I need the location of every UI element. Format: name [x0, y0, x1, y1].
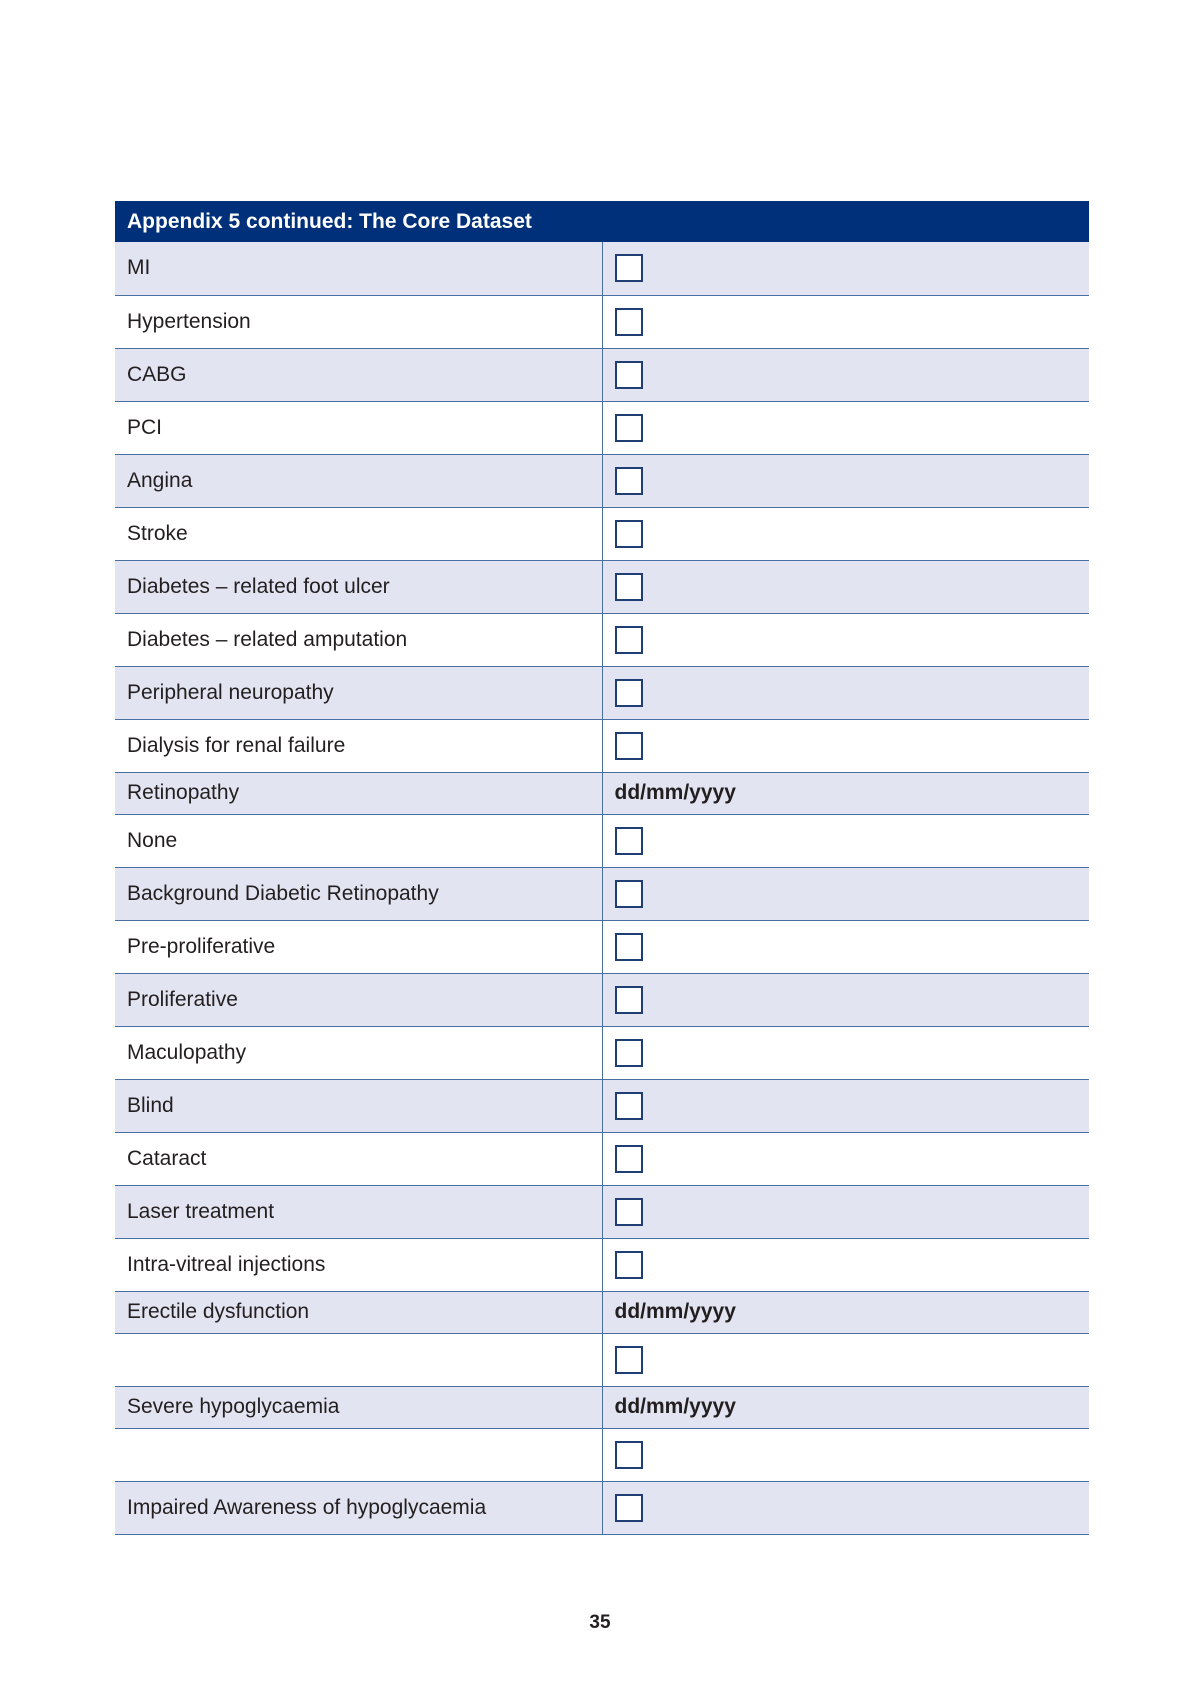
table-row [115, 1238, 1089, 1291]
row-label: CABG [115, 348, 602, 401]
row-label [115, 1333, 602, 1386]
checkbox[interactable] [615, 1039, 643, 1067]
row-label: Peripheral neuropathy [115, 666, 602, 719]
row-label: Diabetes – related amputation [115, 613, 602, 666]
table-row [115, 1132, 1089, 1185]
row-value-cell [602, 1185, 1089, 1238]
checkbox[interactable] [615, 679, 643, 707]
row-label: PCI [115, 401, 602, 454]
row-label [115, 1428, 602, 1481]
row-label: Pre-proliferative [115, 920, 602, 973]
row-value-cell [602, 814, 1089, 867]
row-value-cell [602, 401, 1089, 454]
checkbox[interactable] [615, 986, 643, 1014]
row-label: Retinopathy [115, 772, 602, 814]
row-label: Erectile dysfunction [115, 1291, 602, 1333]
table-row [115, 1291, 1089, 1333]
date-format-text: dd/mm/yyyy [614, 1300, 736, 1323]
row-label: Severe hypoglycaemia [115, 1386, 602, 1428]
table-row [115, 1481, 1089, 1534]
row-value-cell [602, 348, 1089, 401]
checkbox[interactable] [615, 933, 643, 961]
table-row [115, 1386, 1089, 1428]
row-label: Angina [115, 454, 602, 507]
row-value-cell [602, 1428, 1089, 1481]
table-row [115, 1079, 1089, 1132]
table-row [115, 560, 1089, 613]
row-value-cell [602, 1481, 1089, 1534]
checkbox[interactable] [615, 573, 643, 601]
row-label: Laser treatment [115, 1185, 602, 1238]
row-value-cell [602, 1079, 1089, 1132]
row-label: Intra-vitreal injections [115, 1238, 602, 1291]
date-format-text: dd/mm/yyyy [614, 781, 736, 804]
row-label: Stroke [115, 507, 602, 560]
checkbox[interactable] [615, 308, 643, 336]
date-format-text: dd/mm/yyyy [614, 1395, 736, 1418]
table-row [115, 867, 1089, 920]
table-row [115, 772, 1089, 814]
row-label: Hypertension [115, 295, 602, 348]
checkbox[interactable] [615, 1494, 643, 1522]
checkbox[interactable] [615, 1441, 643, 1469]
table-header-row [115, 201, 1089, 242]
row-value-cell [602, 1333, 1089, 1386]
checkbox[interactable] [615, 1092, 643, 1120]
checkbox[interactable] [615, 732, 643, 760]
row-label: Cataract [115, 1132, 602, 1185]
table-row [115, 814, 1089, 867]
table-row [115, 1185, 1089, 1238]
table-row [115, 348, 1089, 401]
checkbox[interactable] [615, 414, 643, 442]
row-label: None [115, 814, 602, 867]
row-value-cell [602, 920, 1089, 973]
table-row [115, 1428, 1089, 1481]
table-body [115, 242, 1089, 1534]
table-row [115, 507, 1089, 560]
checkbox[interactable] [615, 1145, 643, 1173]
row-value-cell [602, 1386, 1089, 1428]
table-row [115, 242, 1089, 295]
row-label: Impaired Awareness of hypoglycaemia [115, 1481, 602, 1534]
checkbox[interactable] [615, 467, 643, 495]
core-dataset-table [115, 201, 1089, 1535]
table-row [115, 1026, 1089, 1079]
row-label: Background Diabetic Retinopathy [115, 867, 602, 920]
table-row [115, 1333, 1089, 1386]
table-row [115, 295, 1089, 348]
row-value-cell [602, 613, 1089, 666]
table-row [115, 973, 1089, 1026]
row-value-cell [602, 507, 1089, 560]
row-value-cell [602, 867, 1089, 920]
row-value-cell [602, 242, 1089, 295]
table-title: Appendix 5 continued: The Core Dataset [115, 201, 1089, 242]
table-row [115, 920, 1089, 973]
row-label: Diabetes – related foot ulcer [115, 560, 602, 613]
checkbox[interactable] [615, 361, 643, 389]
row-value-cell [602, 454, 1089, 507]
checkbox[interactable] [615, 626, 643, 654]
row-value-cell [602, 295, 1089, 348]
row-label: Maculopathy [115, 1026, 602, 1079]
checkbox[interactable] [615, 254, 643, 282]
row-value-cell [602, 1132, 1089, 1185]
checkbox[interactable] [615, 880, 643, 908]
checkbox[interactable] [615, 827, 643, 855]
table-row [115, 719, 1089, 772]
row-label: Blind [115, 1079, 602, 1132]
table-row [115, 666, 1089, 719]
row-value-cell [602, 973, 1089, 1026]
row-label: Proliferative [115, 973, 602, 1026]
row-value-cell [602, 1026, 1089, 1079]
row-value-cell [602, 666, 1089, 719]
row-label: Dialysis for renal failure [115, 719, 602, 772]
row-label: MI [115, 242, 602, 295]
row-value-cell [602, 772, 1089, 814]
table-row [115, 401, 1089, 454]
row-value-cell [602, 1238, 1089, 1291]
row-value-cell [602, 560, 1089, 613]
row-value-cell [602, 719, 1089, 772]
checkbox[interactable] [615, 1346, 643, 1374]
table-row [115, 613, 1089, 666]
page-number: 35 [589, 1612, 611, 1633]
row-value-cell [602, 1291, 1089, 1333]
checkbox[interactable] [615, 520, 643, 548]
checkbox[interactable] [615, 1251, 643, 1279]
table-row [115, 454, 1089, 507]
checkbox[interactable] [615, 1198, 643, 1226]
